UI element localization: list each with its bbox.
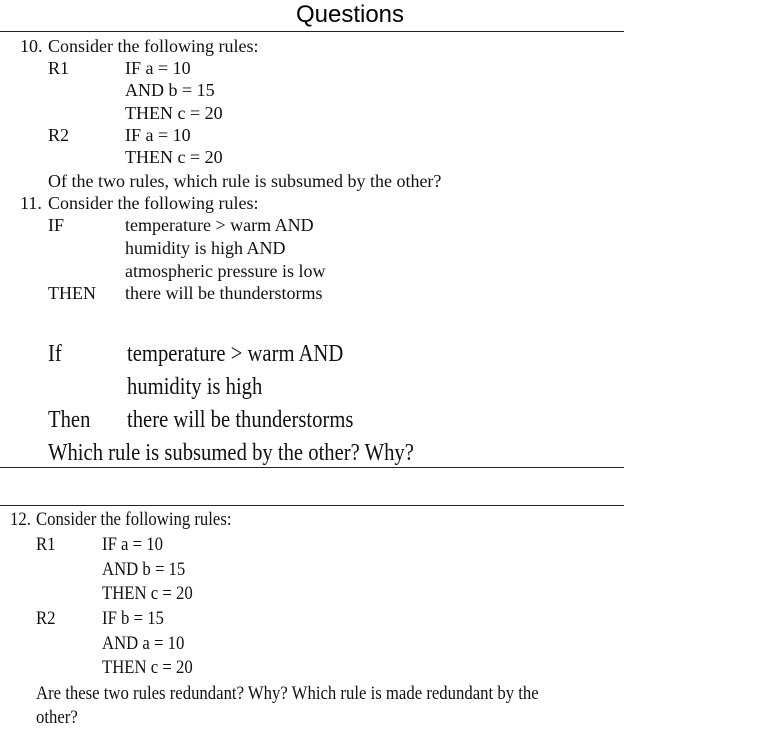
q11-rule-b-cond2: humidity is high xyxy=(127,374,263,400)
q11-question: Which rule is subsumed by the other? Why? xyxy=(48,440,414,466)
q10-r1-then: THEN c = 20 xyxy=(125,103,223,123)
q10-r2-label: R2 xyxy=(48,125,70,145)
q10-intro: Consider the following rules: xyxy=(48,36,259,56)
q12-intro: Consider the following rules: xyxy=(36,509,232,530)
q11-rule-b-result: there will be thunderstorms xyxy=(127,407,354,433)
q11-rule-b-if: If xyxy=(48,341,62,367)
q12-r2-label: R2 xyxy=(36,608,56,629)
q11-rule-a-cond3: atmospheric pressure is low xyxy=(125,261,326,281)
q11-rule-a-if: IF xyxy=(48,215,65,235)
q12-r1-and: AND b = 15 xyxy=(102,559,186,580)
q10-r1-if: IF a = 10 xyxy=(125,58,191,78)
q12-r1-label: R1 xyxy=(36,534,56,555)
q10-r2-then: THEN c = 20 xyxy=(125,147,223,167)
q12-number: 12. xyxy=(10,509,31,530)
q10-r1-and: AND b = 15 xyxy=(125,80,215,100)
q10-r2-if: IF a = 10 xyxy=(125,125,191,145)
q11-rule-a-then: THEN xyxy=(48,283,96,303)
q11-rule-a-cond1: temperature > warm AND xyxy=(125,215,314,235)
q11-rule-a-cond2: humidity is high AND xyxy=(125,238,286,258)
q12-r1-if: IF a = 10 xyxy=(102,534,163,555)
q11-rule-b-then: Then xyxy=(48,407,91,433)
q11-rule-b-cond1: temperature > warm AND xyxy=(127,341,344,367)
q11-number: 11. xyxy=(20,193,42,213)
q12-question-line2: other? xyxy=(36,707,78,728)
q12-r2-if: IF b = 15 xyxy=(102,608,164,629)
page-title: Questions xyxy=(295,1,405,28)
q10-number: 10. xyxy=(20,36,43,56)
mid-divider-2 xyxy=(0,505,624,506)
top-divider xyxy=(0,31,624,32)
q12-question-line1: Are these two rules redundant? Why? Which rule is made redundant by the xyxy=(36,683,539,704)
q12-r2-then: THEN c = 20 xyxy=(102,657,193,678)
q12-r1-then: THEN c = 20 xyxy=(102,583,193,604)
q11-intro: Consider the following rules: xyxy=(48,193,259,213)
q11-rule-a-result: there will be thunderstorms xyxy=(125,283,323,303)
q10-r1-label: R1 xyxy=(48,58,70,78)
mid-divider-1 xyxy=(0,467,624,468)
q10-question: Of the two rules, which rule is subsumed by the other? xyxy=(48,171,442,191)
q12-r2-and: AND a = 10 xyxy=(102,633,185,654)
